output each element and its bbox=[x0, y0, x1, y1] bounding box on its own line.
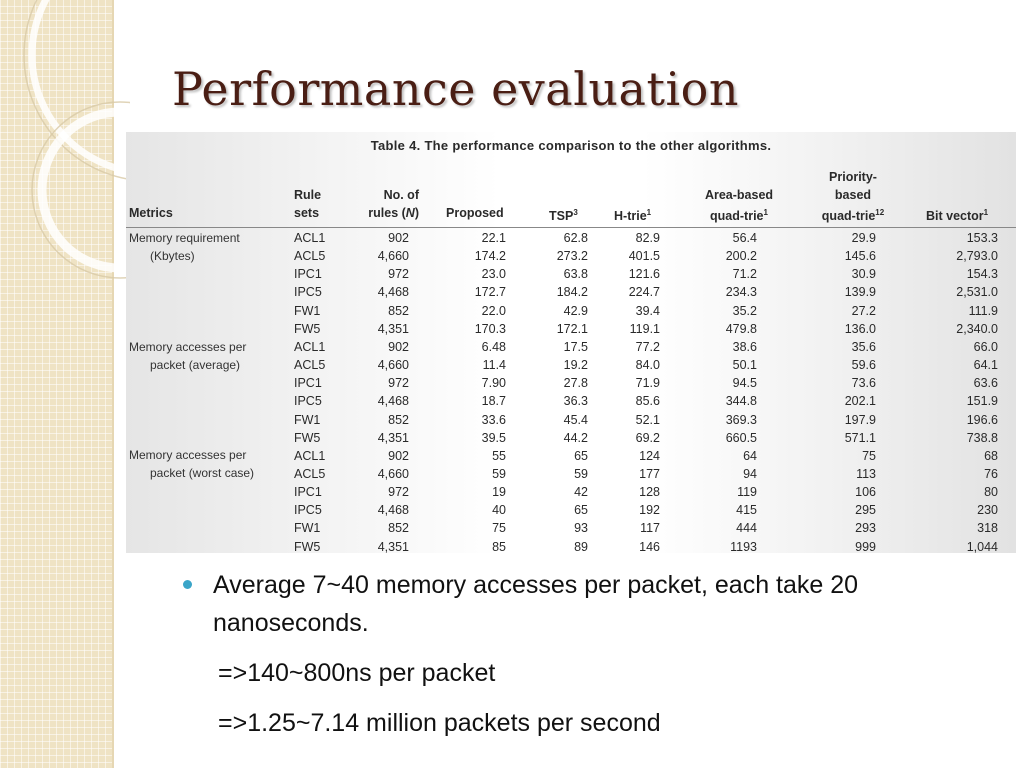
cell-tsp: 17.5 bbox=[563, 339, 588, 354]
table-row bbox=[126, 374, 1016, 392]
cell-n: 4,351 bbox=[377, 539, 409, 554]
cell-set: IPC1 bbox=[294, 376, 322, 391]
cell-prio: 27.2 bbox=[851, 303, 876, 318]
cell-bitvec: 2,340.0 bbox=[956, 321, 998, 336]
cell-proposed: 172.7 bbox=[474, 285, 506, 300]
cell-n: 4,660 bbox=[377, 466, 409, 481]
bullet-subline-throughput: =>1.25~7.14 million packets per second bbox=[218, 709, 661, 737]
cell-area: 234.3 bbox=[725, 285, 757, 300]
cell-set: ACL1 bbox=[294, 339, 326, 354]
cell-area: 344.8 bbox=[725, 394, 757, 409]
header-area-line2: quad-trie bbox=[710, 209, 764, 224]
cell-htrie: 128 bbox=[639, 485, 660, 500]
cell-proposed: 7.90 bbox=[481, 376, 506, 391]
cell-n: 902 bbox=[388, 231, 409, 245]
cell-htrie: 121.6 bbox=[628, 267, 660, 282]
cell-tsp: 44.2 bbox=[563, 430, 588, 445]
cell-htrie: 124 bbox=[639, 448, 660, 463]
cell-proposed: 23.0 bbox=[481, 267, 506, 282]
header-tsp-label: TSP bbox=[549, 209, 574, 224]
header-tsp-ref: 3 bbox=[573, 208, 578, 217]
cell-tsp: 273.2 bbox=[556, 249, 588, 264]
cell-tsp: 63.8 bbox=[563, 267, 588, 282]
cell-n: 4,468 bbox=[377, 503, 409, 518]
cell-set: FW5 bbox=[294, 321, 321, 336]
header-area-line1: Area-based bbox=[704, 188, 774, 202]
cell-htrie: 177 bbox=[639, 466, 660, 481]
cell-proposed: 33.6 bbox=[481, 412, 506, 427]
cell-bitvec: 64.1 bbox=[973, 358, 998, 373]
cell-prio: 145.6 bbox=[844, 249, 876, 264]
cell-proposed: 174.2 bbox=[474, 249, 506, 264]
cell-set: FW5 bbox=[294, 430, 321, 445]
header-prio-line3: quad-trie bbox=[821, 209, 876, 224]
table-row bbox=[126, 538, 1016, 556]
cell-set: IPC5 bbox=[294, 285, 322, 300]
table-row bbox=[126, 320, 1016, 338]
cell-bitvec: 80 bbox=[984, 485, 998, 500]
table-row bbox=[126, 483, 1016, 501]
cell-tsp: 172.1 bbox=[556, 321, 588, 336]
cell-prio: 295 bbox=[855, 503, 876, 518]
decorative-rings bbox=[0, 0, 130, 420]
cell-prio: 30.9 bbox=[851, 267, 876, 282]
cell-tsp: 42.9 bbox=[563, 303, 588, 318]
cell-proposed: 75 bbox=[492, 521, 506, 536]
cell-prio: 29.9 bbox=[851, 231, 876, 245]
cell-area: 119 bbox=[737, 485, 757, 500]
cell-proposed: 85 bbox=[492, 539, 506, 554]
cell-n: 852 bbox=[388, 521, 409, 536]
cell-tsp: 62.8 bbox=[563, 231, 588, 245]
cell-n: 902 bbox=[388, 448, 409, 463]
cell-htrie: 401.5 bbox=[628, 249, 660, 264]
cell-proposed: 19 bbox=[492, 485, 506, 500]
cell-prio: 136.0 bbox=[844, 321, 876, 336]
cell-set: FW1 bbox=[294, 521, 321, 536]
table-row bbox=[126, 392, 1016, 410]
cell-area: 444 bbox=[736, 521, 757, 536]
cell-set: ACL5 bbox=[294, 249, 326, 264]
cell-n: 4,660 bbox=[377, 358, 409, 373]
cell-proposed: 55 bbox=[492, 448, 506, 463]
cell-htrie: 84.0 bbox=[635, 358, 660, 373]
cell-n: 4,351 bbox=[377, 321, 409, 336]
header-bitvec-ref: 1 bbox=[983, 208, 989, 217]
cell-tsp: 27.8 bbox=[563, 376, 588, 391]
cell-bitvec: 68 bbox=[984, 448, 998, 463]
bullet-dot-icon bbox=[183, 580, 192, 589]
cell-bitvec: 230 bbox=[977, 503, 998, 518]
cell-set: IPC1 bbox=[294, 267, 322, 282]
cell-tsp: 19.2 bbox=[563, 358, 588, 373]
cell-proposed: 22.1 bbox=[481, 231, 506, 245]
cell-bitvec: 196.6 bbox=[966, 412, 998, 427]
cell-prio: 197.9 bbox=[844, 412, 876, 427]
cell-set: ACL1 bbox=[294, 231, 326, 245]
cell-bitvec: 63.6 bbox=[973, 376, 998, 391]
cell-bitvec: 2,793.0 bbox=[956, 249, 998, 264]
cell-prio: 75 bbox=[862, 448, 876, 463]
cell-tsp: 42 bbox=[574, 485, 588, 500]
cell-set: FW5 bbox=[294, 539, 321, 554]
cell-proposed: 6.48 bbox=[481, 339, 506, 354]
cell-area: 200.2 bbox=[725, 249, 757, 264]
cell-htrie: 119.1 bbox=[629, 321, 660, 336]
cell-n: 4,468 bbox=[377, 394, 409, 409]
header-divider bbox=[126, 227, 1016, 228]
header-htrie-ref: 1 bbox=[646, 208, 652, 217]
cell-prio: 59.6 bbox=[851, 358, 876, 373]
cell-tsp: 89 bbox=[574, 539, 588, 554]
table-row bbox=[126, 519, 1016, 537]
cell-bitvec: 151.9 bbox=[966, 394, 998, 409]
cell-proposed: 22.0 bbox=[481, 303, 506, 318]
cell-area: 56.4 bbox=[732, 231, 757, 245]
table-row bbox=[126, 229, 1016, 247]
cell-n: 972 bbox=[388, 376, 409, 391]
cell-proposed: 170.3 bbox=[474, 321, 506, 336]
cell-prio: 73.6 bbox=[851, 376, 876, 391]
cell-tsp: 65 bbox=[574, 503, 588, 518]
cell-n: 4,468 bbox=[377, 285, 409, 300]
cell-proposed: 59 bbox=[492, 466, 506, 481]
cell-set: FW1 bbox=[294, 412, 321, 427]
cell-set: FW1 bbox=[294, 303, 321, 318]
cell-proposed: 40 bbox=[492, 503, 506, 518]
cell-tsp: 59 bbox=[574, 466, 588, 481]
header-num-rules-line2: rules (N) bbox=[368, 206, 419, 220]
cell-prio: 139.9 bbox=[844, 285, 876, 300]
table-row bbox=[126, 338, 1016, 356]
header-priority-quadtrie bbox=[808, 168, 898, 225]
cell-area: 35.2 bbox=[732, 303, 757, 318]
cell-prio: 202.1 bbox=[844, 394, 876, 409]
cell-n: 852 bbox=[388, 412, 409, 427]
cell-prio: 571.1 bbox=[844, 430, 876, 445]
cell-htrie: 52.1 bbox=[635, 412, 660, 427]
metric-unit: packet (average) bbox=[150, 358, 241, 372]
cell-area: 38.6 bbox=[732, 339, 757, 354]
cell-htrie: 39.4 bbox=[635, 303, 660, 318]
cell-bitvec: 153.3 bbox=[966, 231, 998, 245]
header-bitvec-label: Bit vector bbox=[926, 209, 984, 224]
cell-bitvec: 2,531.0 bbox=[956, 285, 998, 300]
cell-htrie: 77.2 bbox=[635, 339, 660, 354]
header-prio-ref: 12 bbox=[875, 208, 885, 217]
header-area-ref: 1 bbox=[763, 208, 768, 217]
table-row bbox=[126, 411, 1016, 429]
cell-prio: 35.6 bbox=[851, 339, 876, 354]
cell-area: 1193 bbox=[730, 539, 757, 554]
table-row bbox=[126, 302, 1016, 320]
header-metrics: Metrics bbox=[129, 206, 173, 220]
cell-htrie: 224.7 bbox=[628, 285, 660, 300]
header-proposed: Proposed bbox=[446, 206, 504, 220]
cell-n: 972 bbox=[388, 267, 409, 282]
cell-n: 4,351 bbox=[377, 430, 409, 445]
cell-set: ACL5 bbox=[294, 358, 326, 373]
cell-set: IPC5 bbox=[294, 394, 322, 409]
cell-n: 852 bbox=[388, 303, 409, 318]
header-bit-vector bbox=[926, 204, 988, 225]
table-row bbox=[126, 265, 1016, 283]
cell-n: 972 bbox=[388, 485, 409, 500]
cell-bitvec: 111.9 bbox=[968, 303, 998, 318]
cell-tsp: 93 bbox=[574, 521, 588, 536]
header-rule-sets-line2: sets bbox=[294, 206, 320, 220]
header-prio-line2: based bbox=[834, 188, 872, 202]
header-area-quadtrie bbox=[689, 186, 789, 225]
cell-area: 369.3 bbox=[725, 412, 757, 427]
cell-bitvec: 66.0 bbox=[973, 339, 998, 354]
header-rule-sets bbox=[294, 186, 321, 222]
cell-proposed: 18.7 bbox=[481, 394, 506, 409]
cell-tsp: 65 bbox=[574, 448, 588, 463]
cell-proposed: 39.5 bbox=[481, 430, 506, 445]
cell-prio: 106 bbox=[855, 485, 876, 500]
table-row bbox=[126, 429, 1016, 447]
cell-set: IPC1 bbox=[294, 485, 322, 500]
header-rule-sets-line1: Rule bbox=[294, 188, 322, 202]
cell-n: 4,660 bbox=[377, 249, 409, 264]
cell-tsp: 45.4 bbox=[563, 412, 588, 427]
cell-prio: 999 bbox=[855, 539, 876, 554]
header-htrie-label: H-trie bbox=[614, 209, 647, 224]
metric-label: Memory accesses per bbox=[129, 448, 247, 462]
table-row bbox=[126, 356, 1016, 374]
performance-table bbox=[126, 132, 1016, 553]
header-htrie bbox=[614, 204, 651, 225]
cell-prio: 113 bbox=[856, 466, 876, 481]
metric-label: Memory accesses per bbox=[129, 340, 247, 354]
cell-n: 902 bbox=[388, 339, 409, 354]
cell-htrie: 69.2 bbox=[635, 430, 660, 445]
header-num-rules bbox=[351, 186, 419, 222]
cell-area: 94 bbox=[743, 466, 757, 481]
cell-set: ACL5 bbox=[294, 466, 326, 481]
table-row bbox=[126, 283, 1016, 301]
bullet-main: Average 7~40 memory accesses per packet, each take 20 nanoseconds. bbox=[213, 571, 859, 637]
cell-area: 415 bbox=[736, 503, 757, 518]
cell-bitvec: 738.8 bbox=[966, 430, 998, 445]
bullet-subline-latency: =>140~800ns per packet bbox=[218, 659, 496, 687]
cell-area: 64 bbox=[743, 448, 757, 463]
cell-htrie: 85.6 bbox=[635, 394, 660, 409]
metric-unit: (Kbytes) bbox=[150, 249, 195, 263]
cell-htrie: 192 bbox=[639, 503, 660, 518]
cell-htrie: 71.9 bbox=[635, 376, 660, 391]
header-num-rules-line1: No. of bbox=[383, 188, 419, 202]
cell-area: 71.2 bbox=[732, 267, 757, 282]
metric-unit: packet (worst case) bbox=[150, 466, 255, 480]
cell-bitvec: 1,044 bbox=[966, 539, 998, 554]
cell-area: 94.5 bbox=[732, 376, 757, 391]
cell-area: 50.1 bbox=[732, 358, 757, 373]
cell-htrie: 117 bbox=[640, 521, 660, 536]
cell-proposed: 11.4 bbox=[482, 358, 506, 373]
cell-tsp: 184.2 bbox=[556, 285, 588, 300]
table-row bbox=[126, 501, 1016, 519]
table-row bbox=[126, 247, 1016, 265]
table-row bbox=[126, 465, 1016, 483]
cell-prio: 293 bbox=[855, 521, 876, 536]
metric-label: Memory requirement bbox=[129, 231, 240, 245]
cell-area: 479.8 bbox=[725, 321, 757, 336]
header-prio-line1: Priority- bbox=[829, 170, 877, 184]
cell-bitvec: 318 bbox=[977, 521, 998, 536]
cell-tsp: 36.3 bbox=[563, 394, 588, 409]
cell-set: ACL1 bbox=[294, 448, 326, 463]
cell-bitvec: 76 bbox=[984, 466, 998, 481]
table-row bbox=[126, 447, 1016, 465]
cell-htrie: 82.9 bbox=[635, 231, 660, 245]
header-tsp bbox=[549, 204, 578, 225]
cell-htrie: 146 bbox=[639, 539, 660, 554]
cell-bitvec: 154.3 bbox=[966, 267, 998, 282]
cell-set: IPC5 bbox=[294, 503, 322, 518]
slide-title: Performance evaluation bbox=[172, 62, 739, 116]
cell-area: 660.5 bbox=[725, 430, 757, 445]
table-caption: Table 4. The performance comparison to the other algorithms. bbox=[370, 138, 772, 153]
